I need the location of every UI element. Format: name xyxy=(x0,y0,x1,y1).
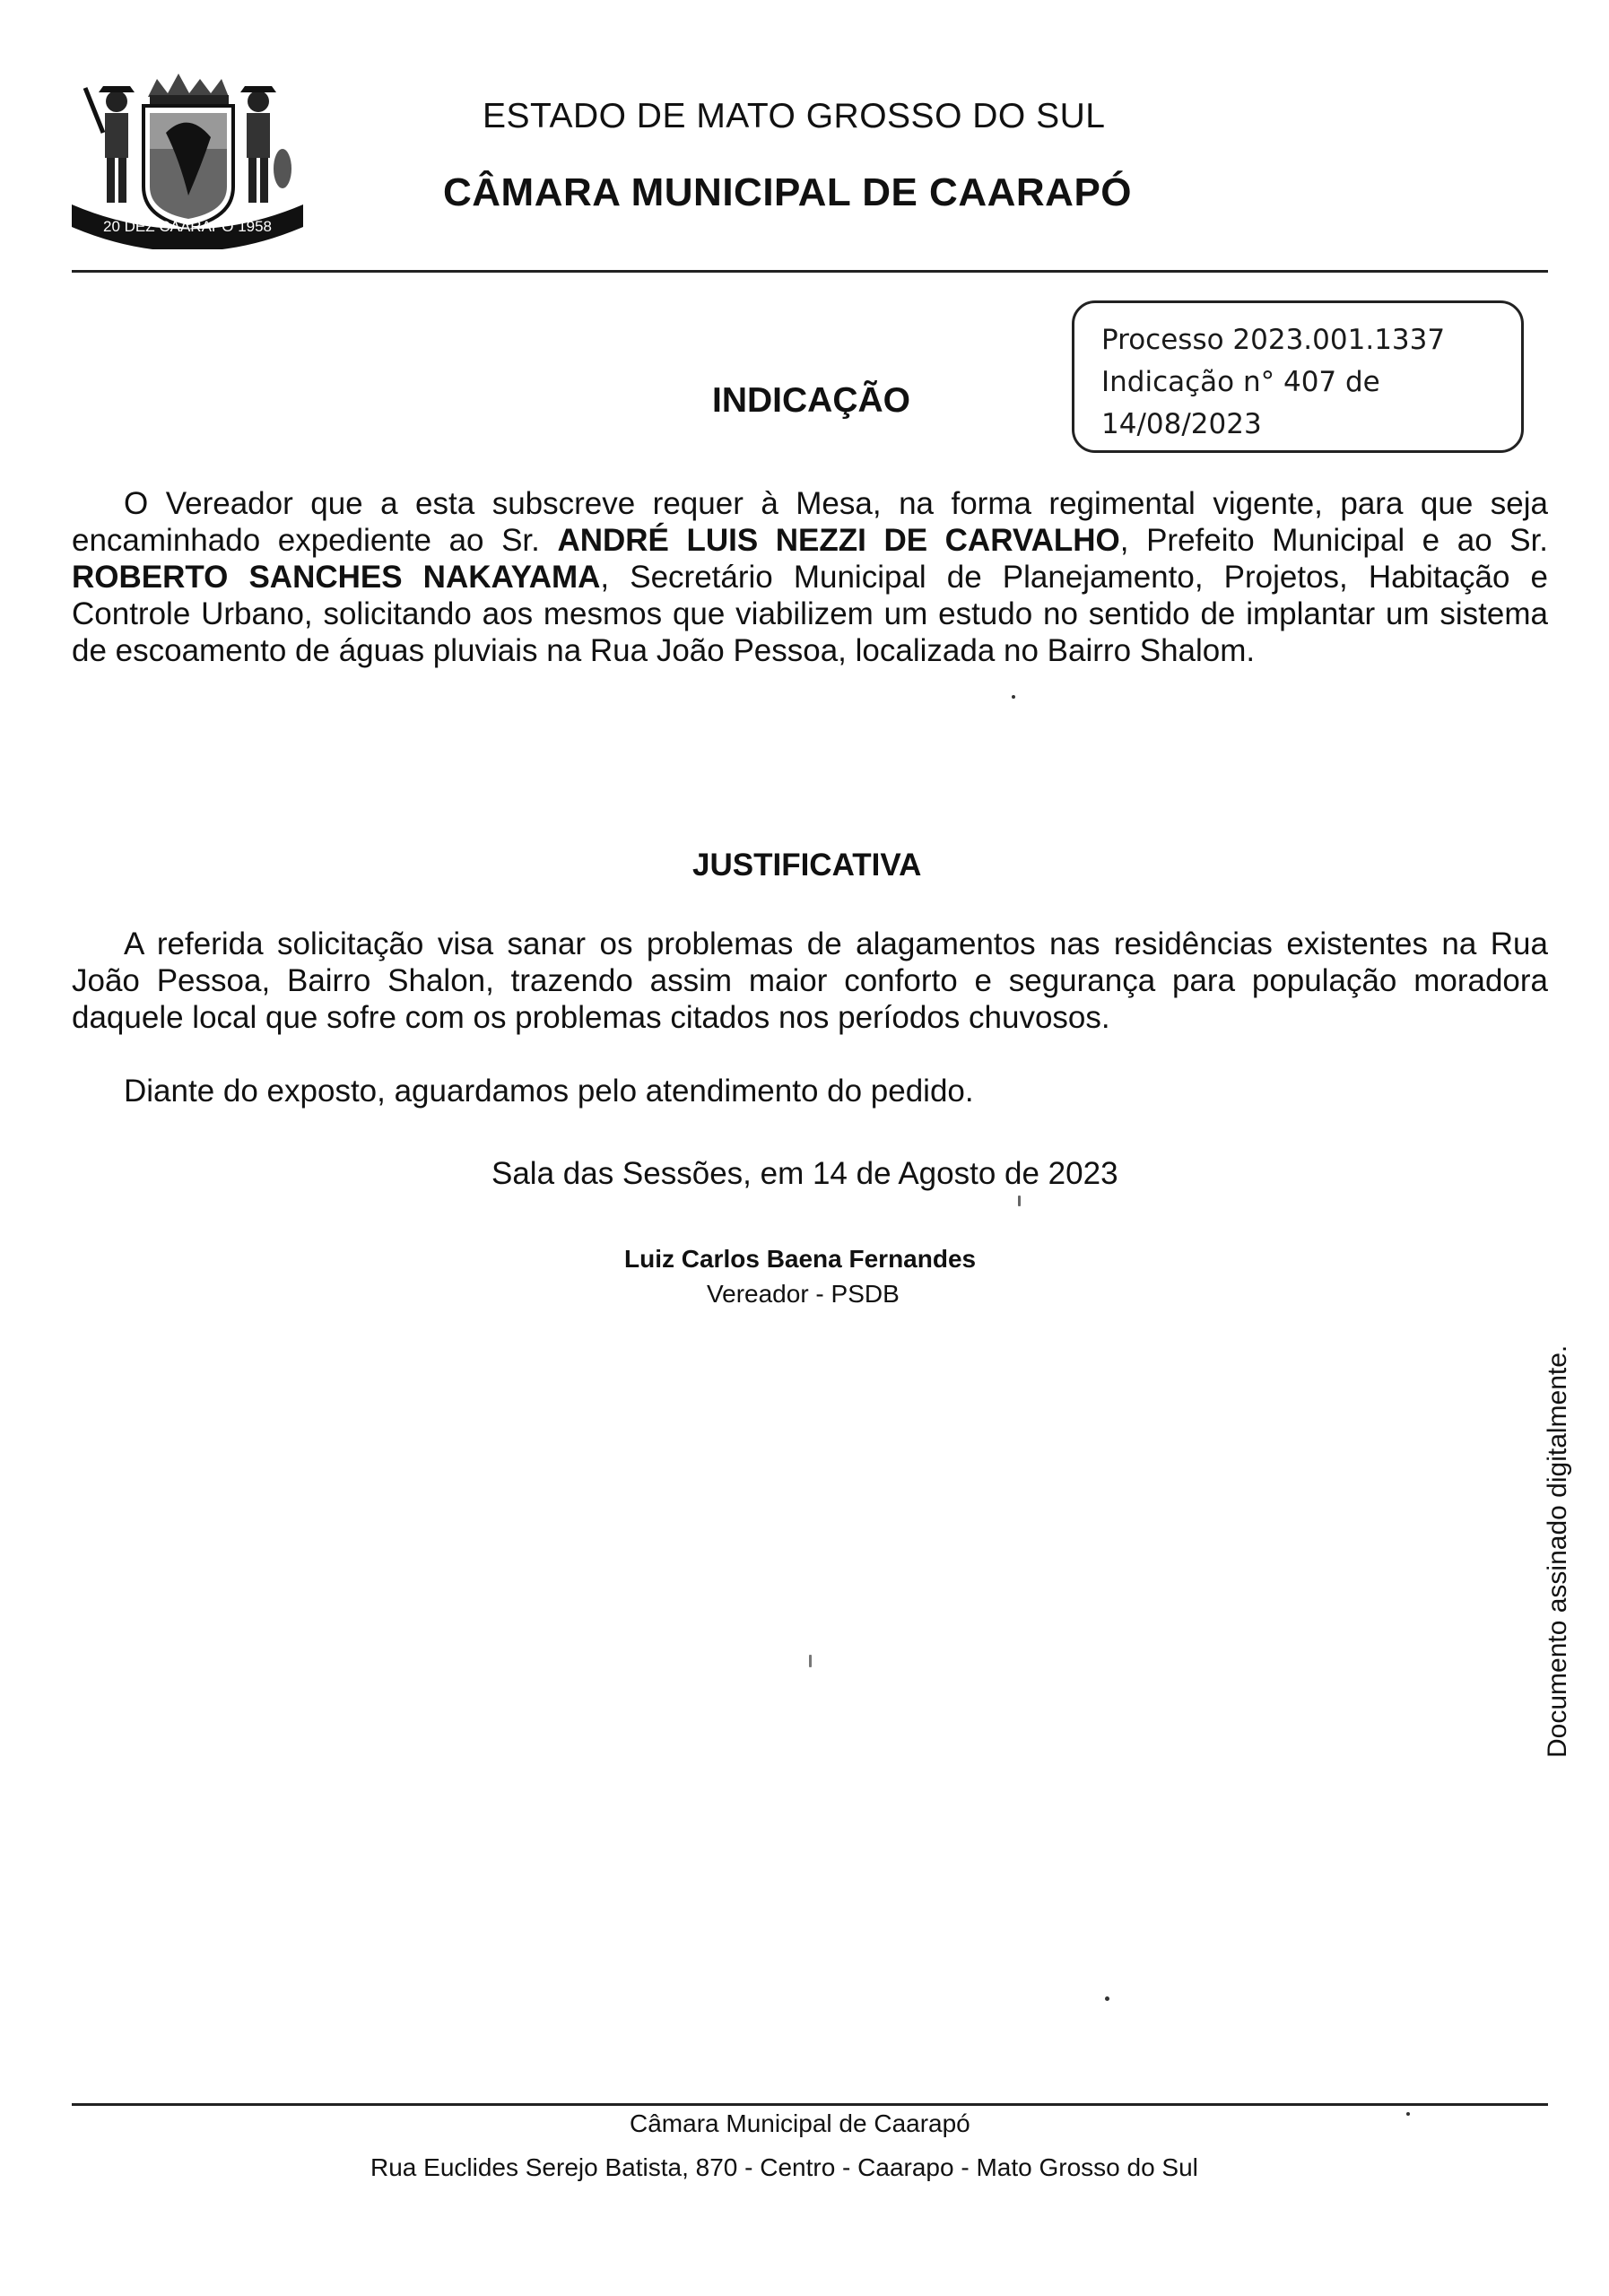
indicacao-text-2: , Prefeito Municipal e ao Sr. xyxy=(1119,523,1549,558)
mayor-name: ANDRÉ LUIS NEZZI DE CARVALHO xyxy=(557,523,1120,558)
header-divider xyxy=(72,270,1548,273)
footer-divider xyxy=(72,2103,1548,2106)
indicacao-text-3: , Secretário Municipal de Planejamento, Projetos, Habitação e Controle Urbano, solicitando aos mesmos que viabilizem um estudo no sentido de implantar um sistema de escoamento de águas pluviais na Rua João Pessoa, localizada no Bairro Shalom. xyxy=(72,560,1549,668)
signer-name: Luiz Carlos Baena Fernandes xyxy=(624,1245,977,1273)
place-and-date: Sala das Sessões, em 14 de Agosto de 2023 xyxy=(491,1156,1118,1191)
coat-of-arms-logo xyxy=(67,61,308,249)
footer-institution: Câmara Municipal de Caarapó xyxy=(630,2109,970,2137)
footer-address: Rua Euclides Serejo Batista, 870 - Centro - Caarapo - Mato Grosso do Sul xyxy=(370,2153,1198,2181)
secretary-name: ROBERTO SANCHES NAKAYAMA xyxy=(72,560,601,595)
scan-speck xyxy=(809,1655,812,1667)
digital-signature-note: Documento assinado digitalmente. xyxy=(1543,1344,1572,1758)
indication-date: 14/08/2023 xyxy=(1101,408,1262,440)
state-heading: ESTADO DE MATO GROSSO DO SUL xyxy=(483,97,1106,135)
scan-speck xyxy=(1406,2112,1410,2116)
process-number: Processo 2023.001.1337 xyxy=(1101,324,1446,356)
chamber-heading: CÂMARA MUNICIPAL DE CAARAPÓ xyxy=(443,170,1133,214)
scan-speck xyxy=(1105,1996,1109,2001)
scan-speck xyxy=(1018,1196,1021,1206)
indicacao-text-1: O Vereador que a esta subscreve requer à Mesa, na forma regimental vigente, para que seja encaminhado expediente ao Sr. xyxy=(72,486,1548,558)
crest-ribbon-text: 20 DEZ CAARAPÓ 1958 xyxy=(102,218,273,235)
signer-role: Vereador - PSDB xyxy=(707,1280,900,1308)
process-stamp-box xyxy=(1072,300,1524,453)
scan-speck xyxy=(1012,695,1015,699)
justificativa-paragraph: A referida solicitação visa sanar os problemas de alagamentos nas residências existentes na Rua João Pessoa, Bairro Shalon, trazendo assim maior conforto e segurança para população moradora daquele local que sofre com os problemas citados nos períodos chuvosos. xyxy=(72,926,1548,1035)
indicacao-paragraph xyxy=(72,485,1548,669)
justificativa-title: JUSTIFICATIVA xyxy=(692,848,922,883)
indicacao-title: INDICAÇÃO xyxy=(712,381,910,420)
indication-number: Indicação n° 407 de xyxy=(1101,366,1380,398)
closing-sentence: Diante do exposto, aguardamos pelo atendimento do pedido. xyxy=(124,1074,974,1109)
